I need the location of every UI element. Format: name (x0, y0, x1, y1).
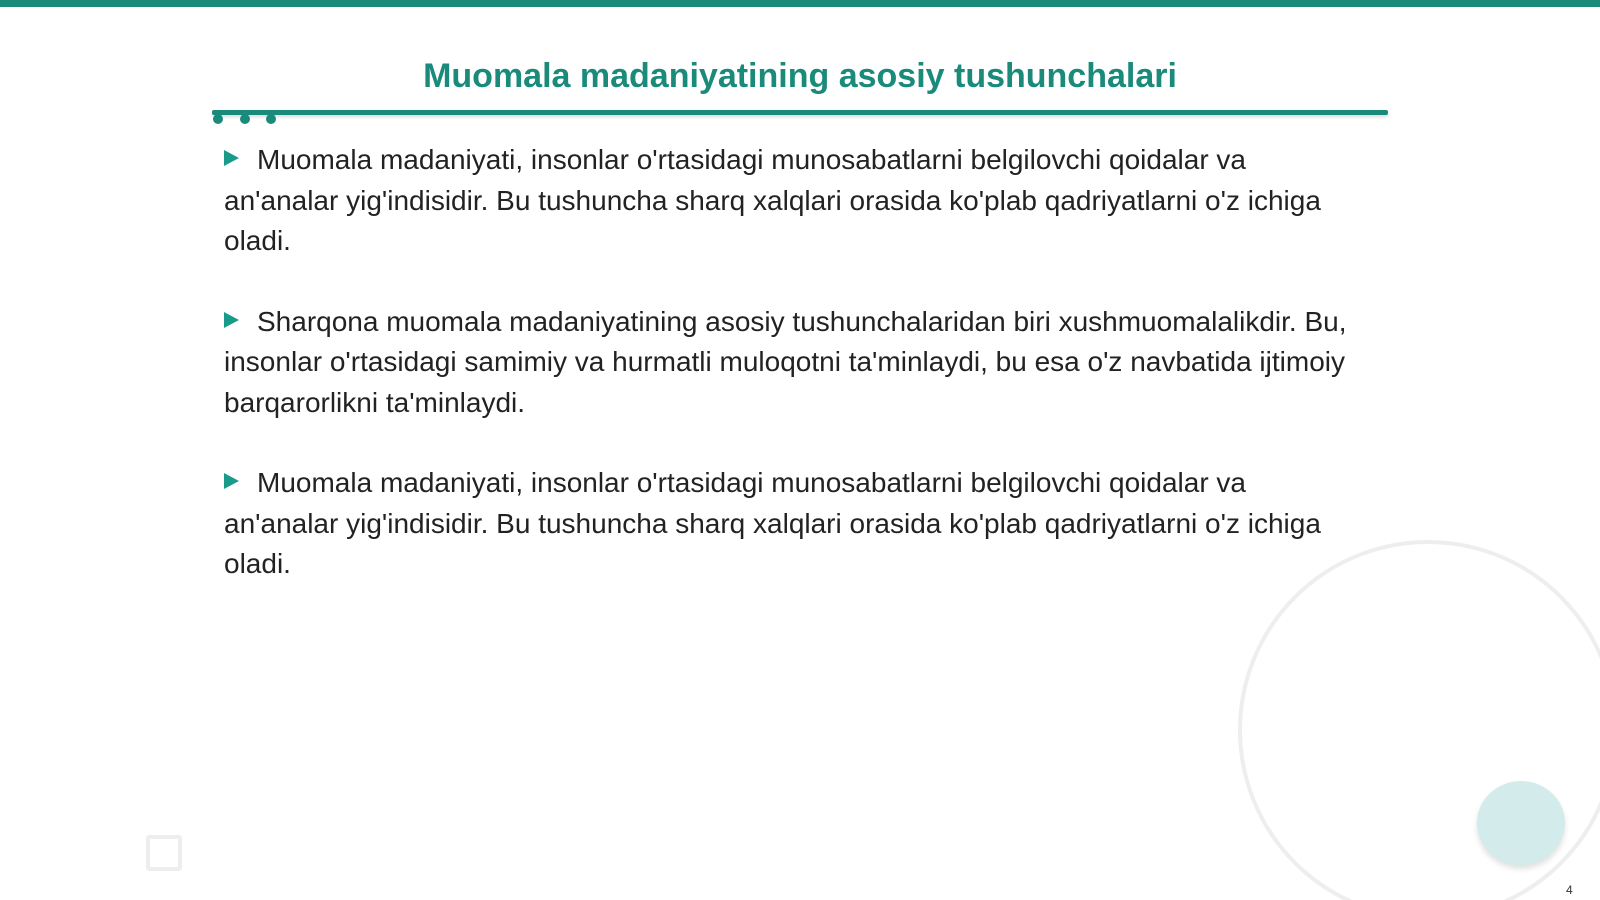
triangle-bullet-icon (224, 473, 239, 489)
bullet-item (224, 140, 1364, 262)
underline-dot (240, 114, 250, 124)
decorative-circle (1477, 781, 1565, 865)
bullet-item (224, 463, 1364, 585)
bullet-list (224, 140, 1364, 625)
bullet-text: Muomala madaniyati, insonlar o'rtasidagi munosabatlarni belgilovchi qoidalar va an'analar yig'indisidir. Bu tushuncha sharq xalqlari orasida ko'plab qadriyatlarni o'z ichiga oladi. (224, 144, 1321, 256)
top-accent-bar (0, 0, 1600, 7)
decorative-square (146, 835, 182, 871)
triangle-bullet-icon (224, 312, 239, 328)
bullet-text: Sharqona muomala madaniyatining asosiy tushunchalaridan biri xushmuomalalikdir. Bu, insonlar o'rtasidagi samimiy va hurmatli muloqotni ta'minlaydi, bu esa o'z navbatida ijtimoiy barqarorlikni ta'minlaydi. (224, 305, 1347, 418)
triangle-bullet-icon (224, 150, 239, 166)
underline-dot (266, 114, 276, 124)
page-number: 4 (1566, 883, 1573, 897)
bullet-item (224, 302, 1364, 424)
slide-title: Muomala madaniyatining asosiy tushunchalari (423, 57, 1177, 95)
title-underline (212, 110, 1388, 115)
underline-dot (213, 114, 223, 124)
bullet-text: Muomala madaniyati, insonlar o'rtasidagi munosabatlarni belgilovchi qoidalar va an'analar yig'indisidir. Bu tushuncha sharq xalqlari orasida ko'plab qadriyatlarni o'z ichiga oladi. (224, 467, 1321, 579)
